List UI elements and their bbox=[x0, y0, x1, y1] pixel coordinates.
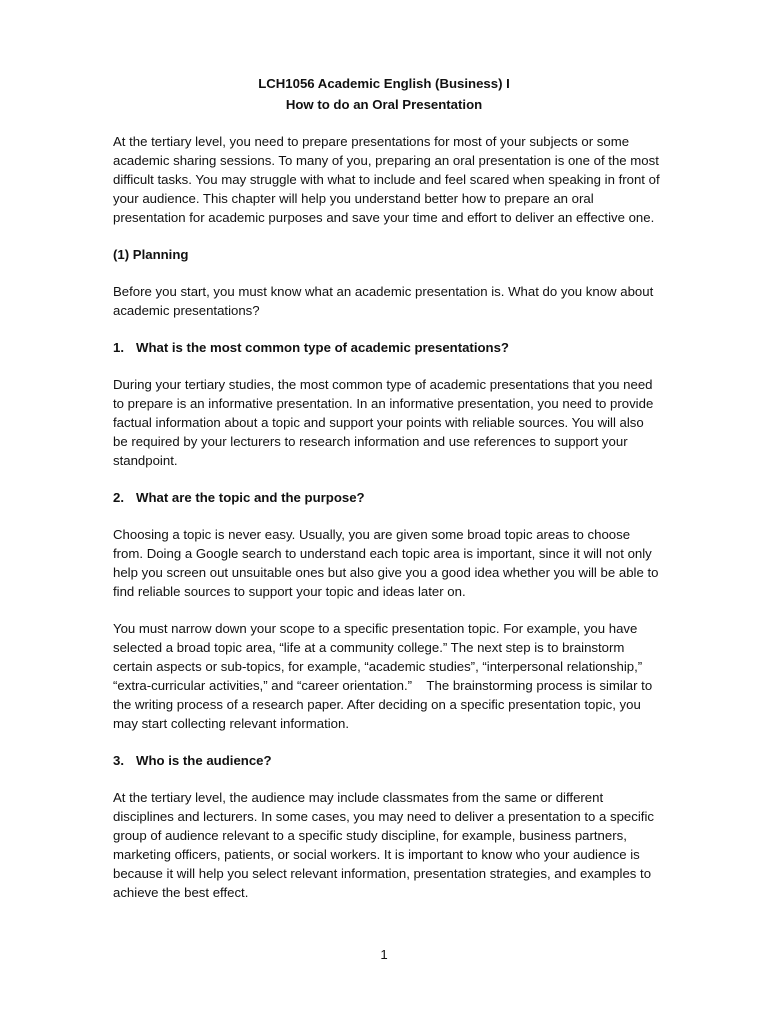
question-number: 3. bbox=[113, 753, 124, 768]
question-2-paragraph-2: You must narrow down your scope to a specific presentation topic. For example, you have selected a broad topic area, “life at a community college.” The next step is to brainstorm certain aspects or sub-topics, for example, “academic studies”, “interpersonal relationship,” “extra-curricular activities,” and “career orientation.” The brainstorming process is similar to the writing process of a research paper. After deciding on a specific presentation topic, you may start collecting relevant information. bbox=[113, 621, 656, 731]
question-number: 1. bbox=[113, 340, 124, 355]
question-number: 2. bbox=[113, 490, 124, 505]
question-text: What are the topic and the purpose? bbox=[136, 490, 365, 505]
course-title: LCH1056 Academic English (Business) I bbox=[258, 76, 510, 91]
document-title: How to do an Oral Presentation bbox=[285, 97, 483, 112]
document-body bbox=[113, 132, 661, 920]
question-text: Who is the audience? bbox=[136, 753, 272, 768]
intro-paragraph: At the tertiary level, you need to prepare presentations for most of your subjects or some academic sharing sessions. To many of you, preparing an oral presentation is one of the most difficult tasks. You may struggle with what to include and feel scared when speaking in front of your audience. This chapter will help you understand better how to prepare an oral presentation for academic purposes and save your time and effort to deliver an effective one. bbox=[113, 134, 660, 225]
section-heading-planning: (1) Planning bbox=[113, 247, 189, 262]
question-heading-1 bbox=[113, 338, 661, 357]
question-heading-2 bbox=[113, 488, 661, 507]
page-number: 1 bbox=[380, 947, 388, 962]
question-text: What is the most common type of academic presentations? bbox=[136, 340, 509, 355]
question-2-paragraph-1: Choosing a topic is never easy. Usually, you are given some broad topic areas to choose from. Doing a Google search to understand each topic area is important, since it will not only help you screen out unsuitable ones but also give you a good idea whether you will be able to find reliable sources to support your topic and ideas later on. bbox=[113, 527, 659, 599]
question-heading-3 bbox=[113, 751, 661, 770]
question-1-paragraph: During your tertiary studies, the most common type of academic presentations that you need to prepare is an informative presentation. In an informative presentation, you need to provide factual information about a topic and support your points with reliable sources. You will also be required by your lecturers to research information and use references to support your standpoint. bbox=[113, 377, 654, 468]
question-3-paragraph: At the tertiary level, the audience may include classmates from the same or different disciplines and lecturers. In some cases, you may need to deliver a presentation to a specific group of audience relevant to a specific study discipline, for example, business partners, marketing officers, patients, or social workers. It is important to know who your audience is because it will help you select relevant information, presentation strategies, and examples to achieve the best effect. bbox=[113, 790, 654, 900]
planning-intro-paragraph: Before you start, you must know what an academic presentation is. What do you know about academic presentations? bbox=[113, 284, 654, 318]
